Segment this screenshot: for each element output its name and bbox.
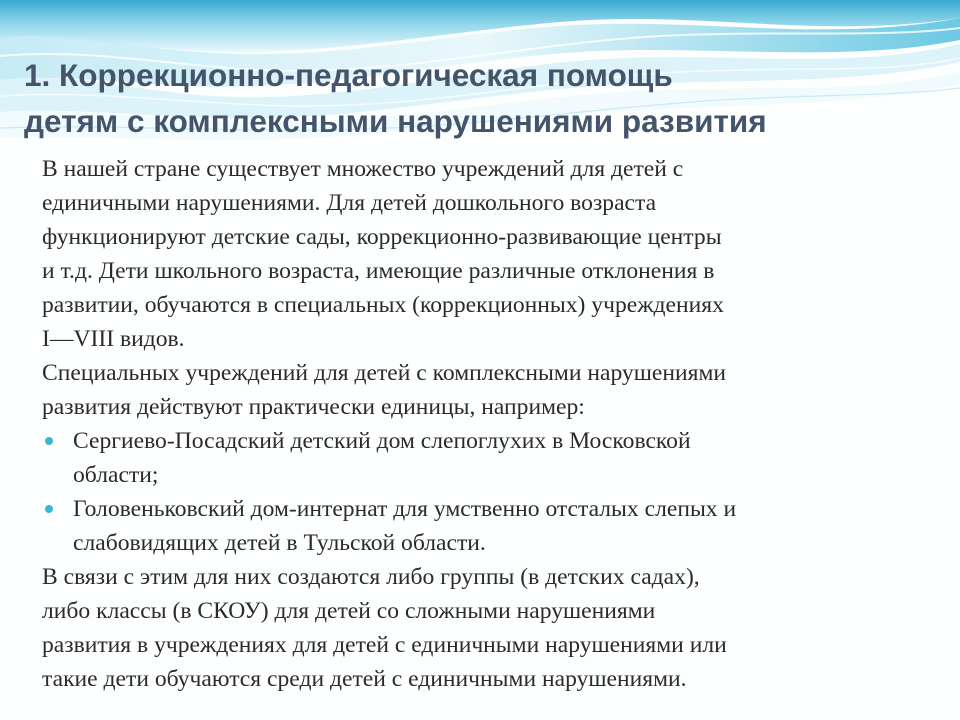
- text-line: I—VIII видов.: [42, 326, 185, 352]
- text-line: В связи с этим для них создаются либо группы (в детских садах),: [42, 564, 700, 590]
- slide-title-line: 1. Коррекционно-педагогическая помощь: [24, 57, 673, 93]
- slide-title-line: детям с комплексными нарушениями развития: [24, 103, 767, 139]
- text-line: функционируют детские сады, коррекционно-развивающие центры: [42, 224, 722, 250]
- paragraph-special-institutions: [42, 356, 942, 424]
- text-line: единичными нарушениями. Для детей дошкольного возраста: [42, 190, 657, 216]
- text-line: либо классы (в СКОУ) для детей со сложными нарушениями: [42, 598, 656, 624]
- text-line: и т.д. Дети школьного возраста, имеющие различные отклонения в: [42, 258, 715, 284]
- bullet-dot-icon: [45, 437, 53, 445]
- text-line: слабовидящих детей в Тульской области.: [73, 530, 486, 556]
- text-line: развития действуют практически единицы, например:: [42, 394, 585, 420]
- text-line: Сергиево-Посадский детский дом слепоглухих в Московской: [73, 428, 691, 454]
- paragraph-intro: [42, 152, 942, 356]
- text-line: В нашей стране существует множество учреждений для детей с: [42, 156, 684, 182]
- text-line: развитии, обучаются в специальных (коррекционных) учреждениях: [42, 292, 724, 318]
- paragraph-conclusion: [42, 560, 942, 696]
- bullet-item: [42, 424, 942, 492]
- text-line: такие дети обучаются среди детей с единичными нарушениями.: [42, 666, 687, 692]
- slide-title: [24, 52, 944, 144]
- text-line: Головеньковский дом-интернат для умственно отсталых слепых и: [73, 496, 737, 522]
- slide-body: [42, 152, 942, 696]
- text-line: развития в учреждениях для детей с единичными нарушениями или: [42, 632, 727, 658]
- bullet-item: [42, 492, 942, 560]
- text-line: области;: [73, 462, 159, 488]
- bullet-dot-icon: [45, 505, 53, 513]
- text-line: Специальных учреждений для детей с комплексными нарушениями: [42, 360, 727, 386]
